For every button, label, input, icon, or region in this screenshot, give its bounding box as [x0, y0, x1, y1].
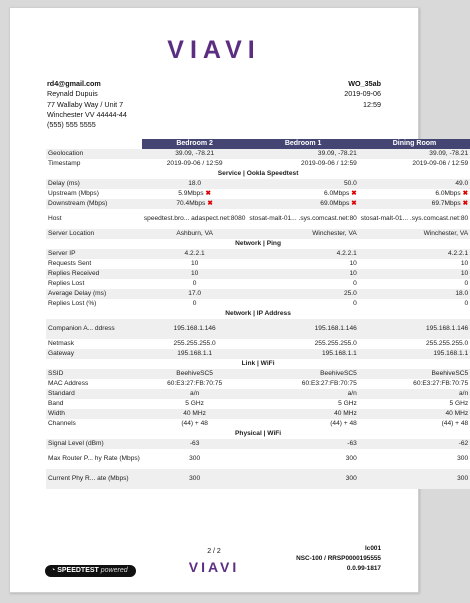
- table-cell: [359, 249, 470, 259]
- table-row: [46, 199, 470, 209]
- cell-value: Ashburn, VA: [176, 230, 213, 237]
- cell-value: 255.255.255.0: [314, 340, 357, 347]
- table-cell: [247, 259, 358, 269]
- table-cell: [247, 189, 358, 199]
- cell-value: 0: [353, 280, 357, 287]
- table-cell: [359, 269, 470, 279]
- cell-value: 10: [190, 270, 199, 277]
- table-cell: [142, 279, 248, 289]
- table-cell: [247, 299, 358, 309]
- table-row: [46, 379, 470, 389]
- cell-value: 10: [460, 260, 469, 267]
- section-header-row: [46, 359, 470, 369]
- row-label: Replies Lost (%): [46, 299, 142, 309]
- table-row: [46, 409, 470, 419]
- table-cell: [247, 209, 358, 229]
- table-cell: [359, 379, 470, 389]
- customer-address-line2: Winchester VV 44444-44: [47, 109, 127, 119]
- table-cell: [359, 229, 470, 239]
- table-cell: [247, 199, 358, 209]
- table-cell: [142, 149, 248, 159]
- page-number: 2 / 2: [207, 548, 221, 555]
- cell-value: 4.2.2.1: [336, 250, 357, 257]
- cell-value: 195.168.1.146: [425, 325, 469, 332]
- table-cell: [142, 229, 248, 239]
- speedtest-badge: [45, 565, 136, 577]
- cell-value: -62: [458, 440, 469, 447]
- table-cell: [247, 439, 358, 449]
- table-cell: [142, 449, 248, 469]
- cell-value: 69.7Mbps: [431, 200, 461, 207]
- row-label: Width: [46, 409, 142, 419]
- cell-value: 5 GHz: [338, 400, 357, 407]
- table-row: [46, 159, 470, 169]
- cell-value: 49.0: [455, 180, 469, 187]
- section-title: Network | IP Address: [46, 309, 470, 319]
- table-header-row: [46, 139, 470, 149]
- table-cell: [359, 389, 470, 399]
- cell-value: 5 GHz: [185, 400, 204, 407]
- cell-value: 195.168.1.146: [314, 325, 357, 332]
- table-cell: [142, 419, 248, 429]
- customer-email: rd4@gmail.com: [47, 79, 101, 88]
- table-cell: [359, 189, 470, 199]
- table-cell: [247, 179, 358, 189]
- cell-value: 4.2.2.1: [447, 250, 469, 257]
- table-row: [46, 269, 470, 279]
- table-row: [46, 319, 470, 339]
- table-row: [46, 469, 470, 489]
- table-cell: [359, 149, 470, 159]
- row-label: Downstream (Mbps): [46, 199, 142, 209]
- cell-value: 10: [190, 260, 199, 267]
- cell-value: 10: [349, 260, 357, 267]
- row-label: Band: [46, 399, 142, 409]
- row-label: SSID: [46, 369, 142, 379]
- cell-value: 2019-09-06 / 12:59: [412, 160, 469, 167]
- cell-value: 40 MHz: [183, 410, 206, 417]
- table-cell: [359, 419, 470, 429]
- table-cell: [142, 379, 248, 389]
- customer-address-line1: 77 Wallaby Way / Unit 7: [47, 99, 124, 109]
- table-row: [46, 349, 470, 359]
- table-cell: [359, 209, 470, 229]
- fail-x-icon: ✖: [351, 200, 357, 207]
- table-cell: [142, 209, 248, 229]
- cell-value: 0: [192, 300, 197, 307]
- cell-value: stosat-malt-01... .sys.comcast.net:80: [360, 215, 469, 222]
- cell-value: (44) + 48: [181, 420, 208, 427]
- row-label: Requests Sent: [46, 259, 142, 269]
- cell-value: 2019-09-06 / 12:59: [166, 160, 223, 167]
- table-cell: [247, 319, 358, 339]
- row-label: MAC Address: [46, 379, 142, 389]
- table-cell: [359, 289, 470, 299]
- table-cell: [247, 449, 358, 469]
- fail-x-icon: ✖: [462, 190, 469, 197]
- table-cell: [247, 279, 358, 289]
- row-label: Channels: [46, 419, 142, 429]
- fail-x-icon: ✖: [351, 190, 357, 197]
- section-title: Link | WiFi: [46, 359, 470, 369]
- row-label: Average Delay (ms): [46, 289, 142, 299]
- fail-x-icon: ✖: [205, 190, 212, 197]
- cell-value: 300: [345, 455, 357, 462]
- cell-value: 69.0Mbps: [320, 200, 350, 207]
- cell-value: 60:E3:27:FB:70:75: [167, 380, 223, 387]
- cell-value: (44) + 48: [330, 420, 357, 427]
- cell-value: 255.255.255.0: [425, 340, 469, 347]
- report-date: 2019-09-06: [344, 89, 381, 99]
- cell-value: BeehiveSC5: [320, 370, 357, 377]
- cell-value: a/n: [347, 390, 357, 397]
- results-table: [46, 139, 470, 489]
- cell-value: Winchester, VA: [423, 230, 469, 237]
- table-cell: [359, 259, 470, 269]
- table-cell: [142, 189, 248, 199]
- cell-value: 0: [464, 280, 469, 287]
- cell-value: 255.255.255.0: [173, 340, 216, 347]
- cell-value: (44) + 48: [441, 420, 469, 427]
- table-cell: [359, 339, 470, 349]
- fail-x-icon: ✖: [462, 200, 469, 207]
- cell-value: 60:E3:27:FB:70:75: [413, 380, 469, 387]
- table-cell: [142, 179, 248, 189]
- table-row: [46, 249, 470, 259]
- cell-value: 39.09, -78.21: [175, 150, 215, 157]
- table-cell: [247, 269, 358, 279]
- table-cell: [247, 349, 358, 359]
- column-header: Bedroom 1: [247, 139, 358, 149]
- cell-value: 40 MHz: [334, 410, 357, 417]
- workorder-id: WO_35ab: [348, 79, 381, 88]
- cell-value: 60:E3:27:FB:70:75: [301, 380, 357, 387]
- table-cell: [247, 289, 358, 299]
- table-cell: [247, 249, 358, 259]
- table-cell: [359, 439, 470, 449]
- table-cell: [247, 379, 358, 389]
- table-row: [46, 259, 470, 269]
- table-body: [46, 149, 470, 489]
- cell-value: 195.168.1.1: [433, 350, 469, 357]
- device-id: lc001: [365, 545, 381, 552]
- row-label: Gateway: [46, 349, 142, 359]
- table-row: [46, 449, 470, 469]
- table-cell: [142, 319, 248, 339]
- table-cell: [359, 349, 470, 359]
- table-row: [46, 439, 470, 449]
- cell-value: 195.168.1.1: [321, 350, 357, 357]
- table-cell: [142, 469, 248, 489]
- table-cell: [142, 159, 248, 169]
- table-row: [46, 189, 470, 199]
- cell-value: 25.0: [343, 290, 357, 297]
- cell-value: 5 GHz: [449, 400, 469, 407]
- cell-value: BeehiveSC5: [431, 370, 469, 377]
- table-row: [46, 279, 470, 289]
- table-row: [46, 389, 470, 399]
- cell-value: 10: [460, 270, 469, 277]
- device-info: [296, 544, 381, 574]
- cell-value: 0: [464, 300, 469, 307]
- cell-value: 50.0: [343, 180, 357, 187]
- section-title: Service | Ookla Speedtest: [46, 169, 470, 179]
- table-cell: [359, 279, 470, 289]
- row-label: Standard: [46, 389, 142, 399]
- row-label: Replies Received: [46, 269, 142, 279]
- table-cell: [247, 339, 358, 349]
- table-cell: [247, 369, 358, 379]
- cell-value: 40 MHz: [445, 410, 469, 417]
- row-label: Timestamp: [46, 159, 142, 169]
- table-cell: [359, 449, 470, 469]
- cell-value: 300: [345, 475, 357, 482]
- cell-value: 39.09, -78.21: [317, 150, 357, 157]
- cell-value: 0: [353, 300, 357, 307]
- table-row: [46, 149, 470, 159]
- row-label: Upstream (Mbps): [46, 189, 142, 199]
- table-row: [46, 209, 470, 229]
- table-cell: [142, 409, 248, 419]
- table-cell: [359, 299, 470, 309]
- table-cell: [247, 399, 358, 409]
- cell-value: 195.168.1.146: [173, 325, 216, 332]
- cell-value: 300: [189, 455, 201, 462]
- table-cell: [142, 299, 248, 309]
- column-header: Bedroom 2: [142, 139, 248, 149]
- brand-logo: VIAVI: [167, 36, 261, 64]
- report-time: 12:59: [363, 99, 381, 109]
- row-label: Netmask: [46, 339, 142, 349]
- customer-name: Reynald Dupuis: [47, 89, 98, 99]
- table-cell: [359, 199, 470, 209]
- table-cell: [142, 249, 248, 259]
- section-header-row: [46, 239, 470, 249]
- table-cell: [142, 199, 248, 209]
- table-row: [46, 339, 470, 349]
- table-cell: [247, 229, 358, 239]
- table-row: [46, 289, 470, 299]
- section-header-row: [46, 309, 470, 319]
- speedtest-badge-suffix: powered: [100, 567, 128, 574]
- cell-value: -63: [347, 440, 357, 447]
- table-cell: [359, 369, 470, 379]
- section-header-row: [46, 169, 470, 179]
- device-model: NSC-100 / RRSP0000195555: [296, 555, 381, 562]
- cell-value: stosat-malt-01... .sys.comcast.net:80: [249, 215, 357, 222]
- column-header: [46, 139, 142, 149]
- column-header: Dining Room: [359, 139, 470, 149]
- table-cell: [142, 389, 248, 399]
- table-cell: [247, 409, 358, 419]
- table-row: [46, 299, 470, 309]
- cell-value: 18.0: [455, 290, 469, 297]
- cell-value: Winchester, VA: [312, 230, 357, 237]
- table-row: [46, 399, 470, 409]
- fail-x-icon: ✖: [207, 200, 213, 207]
- job-info: [344, 79, 381, 110]
- section-header-row: [46, 429, 470, 439]
- section-title: Network | Ping: [46, 239, 470, 249]
- table-cell: [247, 469, 358, 489]
- customer-phone: (555) 555 5555: [47, 120, 96, 130]
- table-cell: [359, 409, 470, 419]
- row-label: Companion A... ddress: [46, 319, 142, 339]
- row-label: Current Phy R... ate (Mbps): [46, 469, 142, 489]
- cell-value: 10: [349, 270, 357, 277]
- report-page: [9, 7, 469, 593]
- row-label: Signal Level (dBm): [46, 439, 142, 449]
- table-cell: [359, 179, 470, 189]
- row-label: Replies Lost: [46, 279, 142, 289]
- cell-value: 300: [189, 475, 201, 482]
- table-cell: [142, 259, 248, 269]
- cell-value: 18.0: [188, 180, 202, 187]
- software-version: 0.0.99-1817: [346, 565, 381, 572]
- table-cell: [247, 149, 358, 159]
- cell-value: 4.2.2.1: [184, 250, 205, 257]
- row-label: Delay (ms): [46, 179, 142, 189]
- table-row: [46, 229, 470, 239]
- cell-value: 300: [457, 475, 469, 482]
- table-cell: [142, 369, 248, 379]
- table-cell: [142, 439, 248, 449]
- speedtest-badge-label: SPEEDTEST: [57, 567, 99, 574]
- table-row: [46, 369, 470, 379]
- table-cell: [247, 389, 358, 399]
- cell-value: a/n: [458, 390, 469, 397]
- row-label: Host: [46, 209, 142, 229]
- cell-value: 5.9Mbps: [178, 190, 204, 197]
- cell-value: BeehiveSC5: [176, 370, 213, 377]
- table-cell: [247, 159, 358, 169]
- cell-value: 195.168.1.1: [177, 350, 213, 357]
- cell-value: 70.4Mbps: [176, 200, 206, 207]
- row-label: Max Router P... hy Rate (Mbps): [46, 449, 142, 469]
- cell-value: a/n: [190, 390, 200, 397]
- table-cell: [359, 319, 470, 339]
- table-cell: [359, 399, 470, 409]
- section-title: Physical | WiFi: [46, 429, 470, 439]
- table-cell: [142, 289, 248, 299]
- cell-value: speedtest.bro... adaspect.net:8080: [143, 215, 246, 222]
- table-cell: [359, 469, 470, 489]
- row-label: Geolocation: [46, 149, 142, 159]
- row-label: Server Location: [46, 229, 142, 239]
- table-cell: [142, 399, 248, 409]
- table-row: [46, 419, 470, 429]
- cell-value: 39.09, -78.21: [429, 150, 469, 157]
- cell-value: -63: [189, 440, 200, 447]
- cell-value: 17.0: [188, 290, 202, 297]
- cell-value: 300: [457, 455, 469, 462]
- table-cell: [142, 269, 248, 279]
- cell-value: 6.0Mbps: [435, 190, 461, 197]
- table-cell: [247, 419, 358, 429]
- table-row: [46, 179, 470, 189]
- table-cell: [359, 159, 470, 169]
- footer-brand-logo: VIAVI: [188, 559, 240, 575]
- cell-value: 2019-09-06 / 12:59: [301, 160, 357, 167]
- table-cell: [142, 349, 248, 359]
- cell-value: 0: [192, 280, 197, 287]
- row-label: Server IP: [46, 249, 142, 259]
- gauge-icon: ◔: [51, 567, 56, 574]
- table-cell: [142, 339, 248, 349]
- cell-value: 6.0Mbps: [323, 190, 350, 197]
- customer-info: [47, 79, 127, 130]
